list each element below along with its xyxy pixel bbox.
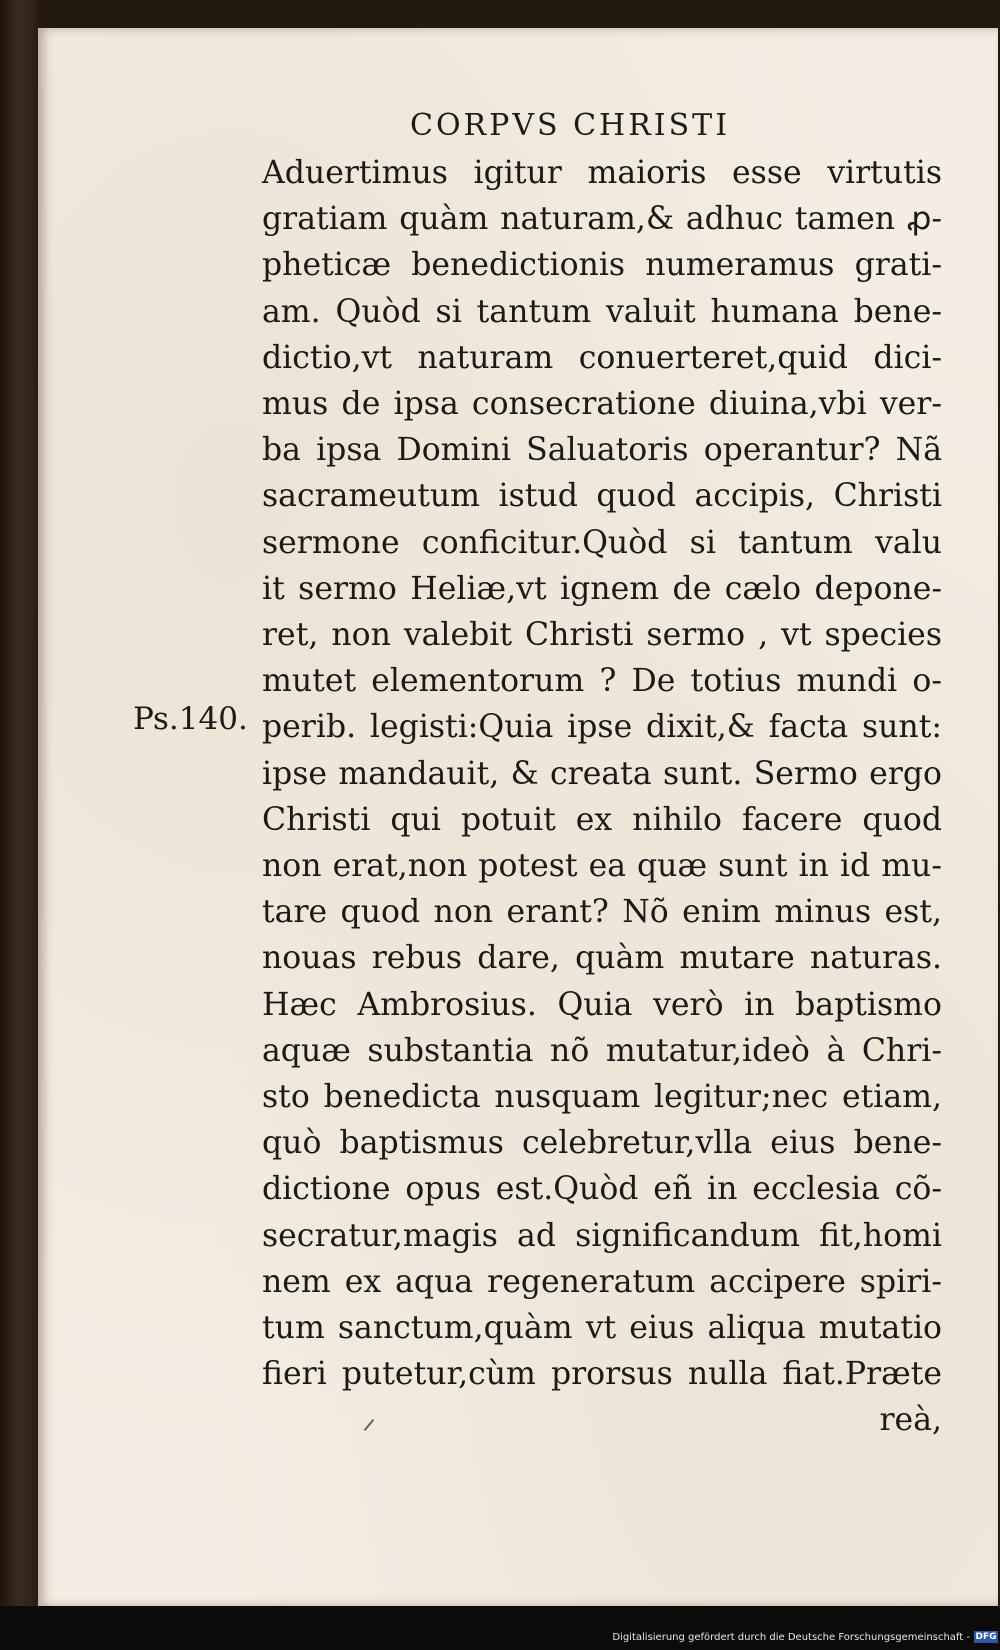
text-line: secratur,magis ad significandum fit,homi [262,1217,942,1254]
text-line: it sermo Heliæ,vt ignem de cælo depone- [262,570,942,607]
text-line: Hæc Ambrosius. Quia verò in baptismo [262,986,942,1023]
text-line: fieri putetur,cùm prorsus nulla fiat.Præte [262,1356,942,1393]
text-line: Christi qui potuit ex nihilo facere quod [262,801,942,838]
dfg-logo: DFG [975,1632,997,1642]
running-head: CORPVS CHRISTI [410,108,731,143]
text-line: non erat,non potest ea quæ sunt in id mu- [262,848,942,885]
margin-note: Ps.140. [133,701,248,737]
text-line: nem ex aqua regeneratum accipere spiri- [262,1263,942,1300]
body-text [262,150,942,1444]
text-line: tare quod non erant? Nõ enim minus est, [262,894,942,931]
text-line: sto benedicta nusquam legitur;nec etiam, [262,1079,942,1116]
text-line: quò baptismus celebretur,vlla eius bene- [262,1125,942,1162]
text-line: pheticæ benedictionis numeramus grati- [262,247,942,284]
text-line: Aduertimus igitur maioris esse virtutis [262,155,942,191]
text-line: dictio,vt naturam conuerteret,quid dici- [262,339,942,376]
text-line: mutet elementorum ? De totius mundi o- [262,663,942,700]
text-line: mus de ipsa consecratione diuina,vbi ver- [262,386,942,423]
catchword: reà, [879,1402,942,1439]
text-line: ba ipsa Domini Saluatoris operantur? Nã [262,432,942,469]
text-line: sacrameutum istud quod accipis, Christi [262,478,942,515]
scan-footer-strip [0,1606,1000,1650]
text-line: perib. legisti:Quia ipse dixit,& facta sunt: [262,709,942,746]
text-line: ipse mandauit, & creata sunt. Sermo ergo [262,755,942,792]
text-line: sermone conficitur.Quòd si tantum valu [262,524,942,561]
digitization-credit: Digitalisierung gefördert durch die Deutsche Forschungsgemeinschaft - [612,1632,970,1643]
text-line: nouas rebus dare, quàm mutare naturas. [262,940,942,977]
text-line: aquæ substantia nõ mutatur,ideò à Chri- [262,1032,942,1069]
text-line: am. Quòd si tantum valuit humana bene- [262,293,942,330]
text-line: ret, non valebit Christi sermo , vt species [262,617,942,654]
text-line: tum sanctum,quàm vt eius aliqua mutatio [262,1310,942,1347]
text-line: gratiam quàm naturam,& adhuc tamen ꝓ- [262,201,942,238]
text-line: dictione opus est.Quòd eñ in ecclesia cõ- [262,1171,942,1208]
